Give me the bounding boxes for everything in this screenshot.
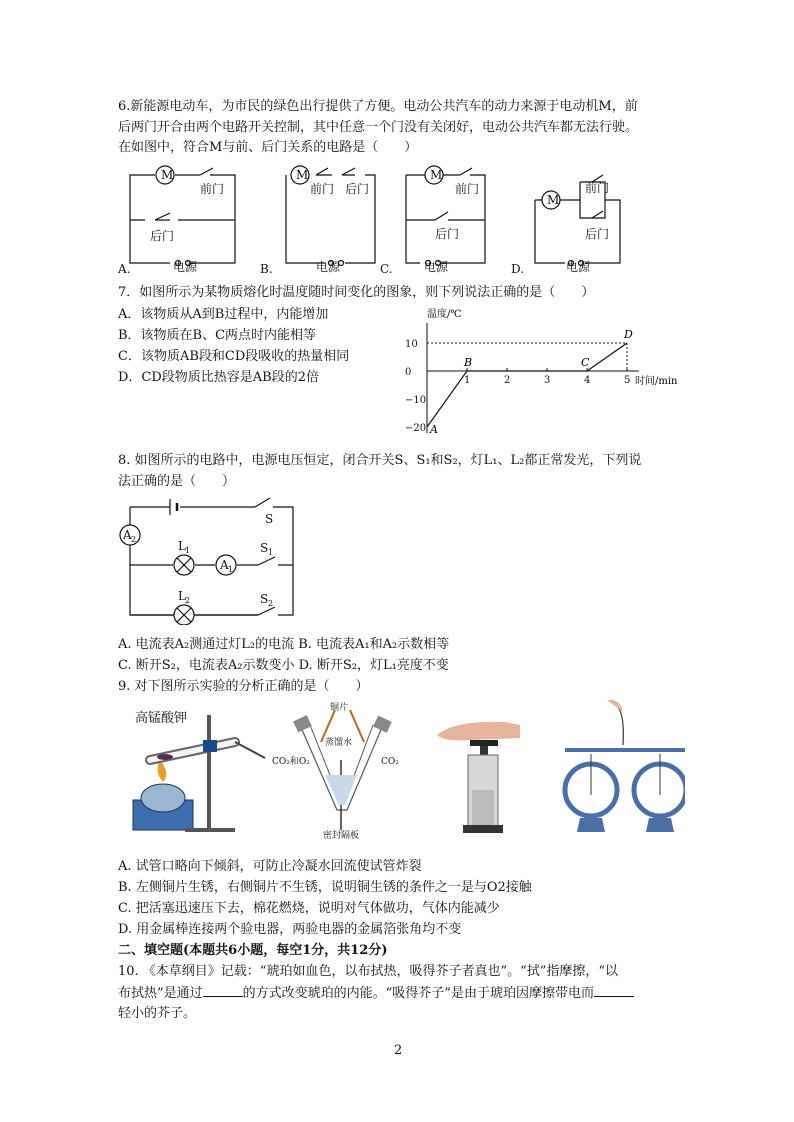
option-b: B.	[260, 262, 273, 276]
section-heading: 二、填空题(本题共6小题，每空1分，共12分)	[118, 943, 388, 958]
front-c: 前门	[455, 182, 480, 196]
q9-option-a: A. 试管口略向下倾斜，可防止冷凝水回流使试管炸裂	[118, 859, 422, 874]
l1-sub: 1	[185, 546, 191, 555]
q10-line2-b: 的方式改变琥珀的内能。“吸得芥子”是由于琥珀因摩擦带电而	[242, 986, 594, 1001]
q10-line2	[118, 984, 634, 1003]
chart-x-tick-label: 4	[584, 375, 591, 386]
front-a: 前门	[200, 182, 225, 196]
q8-line2: 法正确的是（ ）	[118, 474, 236, 489]
back-c: 后门	[435, 227, 460, 241]
q8-line1: 8. 如图所示的电路中，电源电压恒定，闭合开关S、S₁和S₂，灯L₁、L₂都正常发光，下列说	[118, 453, 642, 468]
source-d: 电源	[566, 260, 591, 274]
back-d: 后门	[585, 227, 610, 241]
chart-y-tick-label: 10	[405, 339, 418, 350]
q10-line2-a: 布拭热”是通过	[118, 986, 203, 1001]
l2-sub: 2	[185, 596, 191, 605]
exp2-left-gas: CO₂和O₂	[272, 757, 310, 767]
exp1-label: 高锰酸钾	[135, 711, 188, 726]
option-c: C.	[380, 262, 393, 276]
chart-point-label: A	[430, 423, 438, 436]
chart-y-tick-label: −20	[405, 423, 427, 434]
exp1-heating-image	[133, 710, 265, 832]
s1-sub: 1	[268, 548, 274, 557]
page-number: 2	[394, 1043, 403, 1058]
exp3-piston-image	[437, 722, 520, 833]
chart-x-tick-label: 2	[504, 375, 511, 386]
q10-line3: 轻小的芥子。	[118, 1006, 197, 1021]
source-b: 电源	[316, 260, 341, 274]
q6-circuits	[110, 160, 650, 280]
chart-point-label: B	[464, 356, 473, 369]
chart-series-line	[427, 343, 627, 427]
q7-option-d: D．CD段物质比热容是AB段的2倍	[118, 370, 320, 385]
front-b: 前门	[310, 182, 335, 196]
exp4-electroscope-image	[565, 700, 685, 832]
chart-y-tick-label: −10	[405, 395, 427, 406]
a1-label: A	[220, 558, 229, 572]
q9-experiments	[125, 700, 685, 845]
l2-label: L	[178, 589, 186, 603]
q10-line1: 10. 《本草纲目》记载：“琥珀如血色，以布拭热，吸得芥子者真也”。“拭”指摩擦，“以	[118, 964, 619, 979]
chart-x-tick-label: 3	[544, 375, 551, 386]
exp2-copper: 铜片	[330, 703, 349, 713]
temperature-time-chart	[365, 305, 685, 445]
q6-line1: 6.新能源电动车，为市民的绿色出行提供了方便。电动公共汽车的动力来源于电动机M，前	[118, 99, 638, 114]
motor-c-label: M	[430, 168, 443, 182]
chart-y-tick-label: 0	[405, 367, 412, 378]
option-a: A.	[118, 262, 131, 276]
s-label: S	[265, 512, 274, 526]
motor-b-label: M	[296, 168, 309, 182]
option-d: D.	[511, 262, 525, 276]
q8-options-cd: C. 断开S₂，电流表A₂示数变小 D. 断开S₂，灯L₁亮度不变	[118, 658, 449, 673]
back-a: 后门	[150, 229, 175, 243]
s1-label: S	[260, 541, 269, 555]
chart-ylabel: 温度/℃	[427, 309, 462, 320]
q9-option-c: C. 把活塞迅速压下去，棉花燃烧，说明对气体做功，气体内能减少	[118, 901, 500, 916]
l1-label: L	[178, 539, 186, 553]
q8-options-ab: A. 电流表A₂测通过灯L₂的电流 B. 电流表A₁和A₂示数相等	[118, 637, 450, 652]
a2-label: A	[123, 528, 132, 542]
back-b: 后门	[345, 182, 370, 196]
source-a: 电源	[173, 260, 198, 274]
s2-sub: 2	[268, 599, 274, 608]
chart-x-tick-label: 5	[624, 375, 631, 386]
q7-stem: 7．如图所示为某物质熔化时温度随时间变化的图象，则下列说法正确的是（ ）	[118, 285, 595, 300]
motor-d-label: M	[547, 193, 560, 207]
chart-point-label: D	[624, 328, 633, 341]
exp2-copper-rust-image	[272, 701, 399, 841]
q7-option-c: C．该物质AB段和CD段吸收的热量相同	[118, 349, 350, 364]
q10-blank-1[interactable]	[203, 984, 243, 997]
a1-sub: 1	[228, 565, 234, 574]
q9-stem: 9. 对下图所示实验的分析正确的是（ ）	[118, 679, 369, 694]
q7-option-b: B．该物质在B、C两点时内能相等	[118, 328, 317, 343]
q10-blank-2[interactable]	[594, 984, 634, 997]
exp2-bottom: 密封隔板	[323, 831, 360, 841]
q6-line3: 在如图中，符合M与前、后门关系的电路是（ ）	[118, 140, 418, 155]
chart-x-tick-label: 1	[464, 375, 471, 386]
source-c: 电源	[424, 260, 449, 274]
front-d: 前门	[585, 181, 610, 195]
q6-line2: 后两门开合由两个电路开关控制，其中任意一个门没有关闭好，电动公共汽车都无法行驶。	[118, 120, 639, 135]
q8-circuit	[115, 495, 315, 625]
s2-label: S	[260, 592, 269, 606]
q9-option-b: B. 左侧铜片生锈，右侧铜片不生锈，说明铜生锈的条件之一是与O2接触	[118, 880, 532, 895]
exp2-water: 蒸馏水	[325, 738, 353, 748]
chart-point-label: C	[581, 356, 590, 369]
a2-sub: 2	[131, 535, 137, 544]
q9-option-d: D. 用金属棒连接两个验电器，两验电器的金属箔张角均不变	[118, 922, 462, 937]
chart-xlabel: 时间/min	[635, 376, 678, 387]
q7-option-a: A．该物质从A到B过程中，内能增加	[118, 307, 329, 322]
motor-a-label: M	[161, 168, 174, 182]
exp2-right-gas: CO₂	[381, 757, 399, 767]
